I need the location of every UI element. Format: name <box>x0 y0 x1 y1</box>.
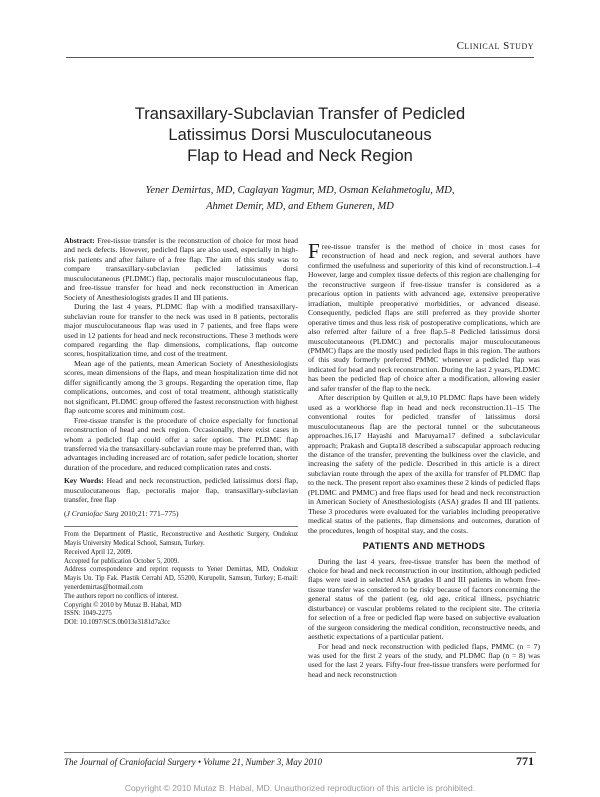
citation: (J Craniofac Surg 2010;21: 771–775) <box>64 508 179 518</box>
author-list <box>60 183 540 215</box>
drop-cap: F <box>308 239 320 263</box>
affiliation-block: From the Department of Plastic, Reconstructive and Aesthetic Surgery, Ondokuz Mayis University Medical School, Samsun, Turkey. Received April 12, 2009. Accepted for publication October 5, 2009. Address correspondence and reprint requests to Yener Demirtas, MD, Ondokuz Mayis Un. Tip Fak. Plastik Cerrahi AD, 55200, Kurupelit, Samsun, Turkey; E-mail: yenerdemirtas@hotmail.com The authors report no conflicts of interest. Copyright © 2010 by Mutaz B. Habal, MD ISSN: 1049-2275 DOI: 10.1097/SCS.0b013e3181d7a3cc <box>64 531 298 627</box>
title-line: Latissimus Dorsi Musculocutaneous <box>168 126 432 144</box>
abstract-paragraph: Mean age of the patients, mean American Society of Anesthesiologists scores, mean dimensions of the flaps, and mean hospitalization time did not differ significantly among the 3 groups. Regarding the operation time, flap complications, outcomes, and cost of total treatment, although statistically not significant, PLDMC group offered the fastest reconstruction with highest flap outcome scores and minimum cost. <box>64 358 298 416</box>
keywords: Key Words: Head and neck reconstruction, pedicled latissimus dorsi flap, musculocutaneous flap, pectoralis major flap, transaxillary-subclavian transfer, free flap <box>64 476 298 505</box>
header-rule <box>66 57 534 58</box>
abstract-paragraph: Abstract: Free-tissue transfer is the reconstruction of choice for most head and neck defects. However, pedicled flaps are also used, especially in high-risk patients and after failure of a free flap. The aim of this study was to compare transaxillary-subclavian pedicled latissimus dorsi musculocutaneous (PLDMC) flap, pectoralis major musculocutaneous flap, and free-tissue transfer for head and neck reconstruction in American Society of Anesthesiologists grades II and III patients. <box>64 236 298 302</box>
methods-paragraph: During the last 4 years, free-tissue transfer has been the method of choice for head and neck reconstruction in our institution, although pedicled flaps were used in selected ASA grades II and III patients in whom free-tissue transfer was considered to be risky because of factors concerning the general status of the patient (eg, old age, critical illness, psychiatric disturbance) or vascular problems related to the recipient site. The criteria for selection of a free or pedicled flap were based on subjective evaluation of the surgeon considering the medical condition, reconstructive needs, and aesthetic expectations of a particular patient. <box>308 556 540 642</box>
right-column <box>308 239 540 679</box>
abstract-paragraph: Free-tissue transfer is the procedure of choice especially for functional reconstruction of head and neck region. Occasionally, there exist cases in whom a pedicled flap could offer a safer option. The PLDMC flap transferred via the transaxillary-subclavian route may be preferred than, with advantages including increased arc of rotation, safer pedicle location, shorter duration of the procedure, and reduced complication rates and costs. <box>64 415 298 472</box>
keywords-label: Key Words: <box>64 476 104 486</box>
footer-rule <box>64 752 536 753</box>
methods-paragraph: For head and neck reconstruction with pedicled flaps, PMMC (n = 7) was used for the first 2 years of the study, and PLDMC flap (n = 8) was used for the last 2 years. Fifty-four free-tissue transfers were performed for head and neck reconstruction <box>308 641 540 679</box>
article-title <box>60 104 540 167</box>
abstract-label: Abstract: <box>64 236 95 245</box>
title-line: Flap to Head and Neck Region <box>187 147 413 165</box>
author-line: Yener Demirtas, MD, Caglayan Yagmur, MD, Osman Kelahmetoglu, MD, <box>145 185 455 196</box>
intro-paragraph: After description by Quillen et al,9,10 PLDMC flaps have been widely used as a workhorse flap in head and neck reconstruction.11–15 The conventional routes for pedicled transfer of latissimus dorsi musculocutaneous flap are the pectoral tunnel or the subcutaneous approaches.16,17 Hayashi and Maruyama17 defined a subclavicular approach; Prakash and Gupta18 described a subscapular approach reducing the distance of the transfer, preventing the bulkiness over the clavicle, and increasing the safety of the pedicle. Described in this article is a direct subclavian route through the apex of the axilla for transfer of PLDMC flap to the neck. The present report also examines these 2 kinds of pedicled flaps (PLDMC and PMMC) and free flaps used for head and neck reconstruction in American Society of Anesthesiologists (ASA) grades II and III patients. These 3 procedures were evaluated for the variables including preoperative medical status of the patients, flap dimensions and outcomes, duration of the procedures, length of hospital stay, and the costs. <box>308 393 540 535</box>
intro-paragraph: Free-tissue transfer is the method of choice in most cases for reconstruction of head and neck region, and several authors have confirmed the usefulness and superiority of this kind of reconstruction.1–4 However, large and complex tissue defects of this region are challenging for the reconstructive surgeon if free-tissue transfer is considered as a precarious option in patients with advanced age, extensive preoperative irradiation, multiple preoperative morbidities, or advanced disease. Consequently, pedicled flaps are still preferred as they provide shorter operative times and thus less risk of postoperative complications, which are also referred after failure of a free flap.5–8 Pedicled latissimus dorsi musculocutaneous (PLDMC) and pectoralis major musculocutaneous (PMMC) flaps are the mostly used pedicled flaps in this region. The authors of this study formerly preferred PMMC whenever a pedicled flap was indicated for head and neck reconstruction. During the last 2 years, PLDMC has been the pedicled flap of choice after a modification, allowing easier and safer transfer of the flap to the neck. <box>308 239 540 393</box>
affiliation-rule <box>64 526 298 527</box>
section-label: Clinical Study <box>456 40 534 52</box>
copyright-notice: Copyright © 2010 Mutaz B. Habal, MD. Unauthorized reproduction of this article is prohibited. <box>124 783 476 793</box>
left-column <box>64 236 298 628</box>
page-number: 771 <box>516 754 534 768</box>
abstract-paragraph: During the last 4 years, PLDMC flap with a modified transaxillary-subclavian route for transfer to the neck was used in 8 patients, pectoralis major musculocutaneous flap was used in 7 patients, and free flaps were used in 12 patients for head and neck reconstructions. These 3 methods were compared regarding the flap dimensions, complications, flap outcome scores, hospitalization time, and cost of the treatment. <box>64 302 298 359</box>
title-line: Transaxillary-Subclavian Transfer of Pedicled <box>134 105 466 123</box>
journal-footer: The Journal of Craniofacial Surgery • Volume 21, Number 3, May 2010 <box>64 757 323 767</box>
section-heading: PATIENTS AND METHODS <box>362 541 486 552</box>
author-line: Ahmet Demir, MD, and Ethem Guneren, MD <box>206 201 394 212</box>
